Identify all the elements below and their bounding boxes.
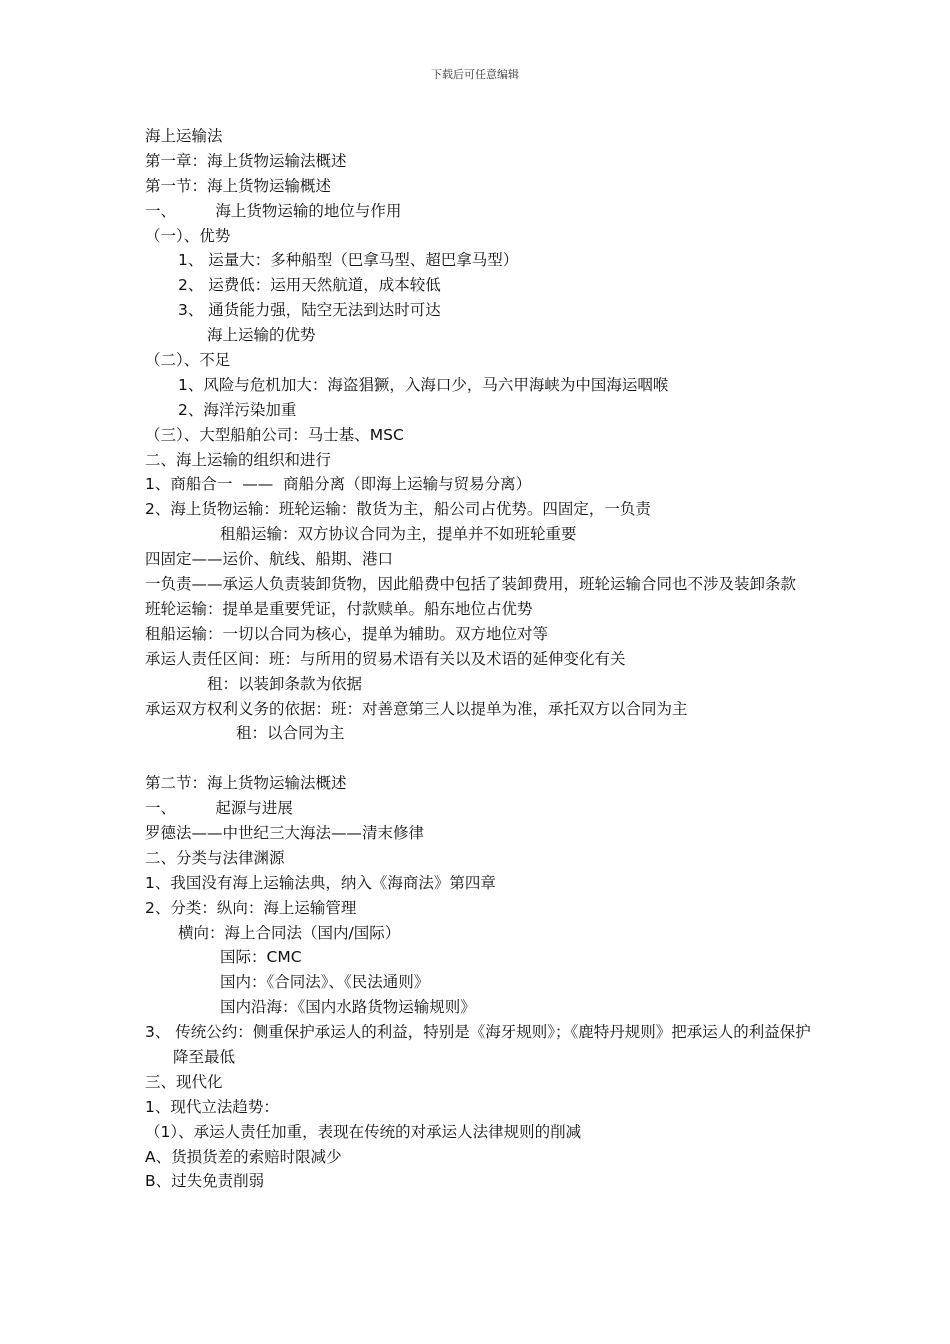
text-line: （三）、大型船舶公司：马士基、MSC <box>145 425 404 444</box>
list-item: 2、海洋污染加重 <box>178 400 297 419</box>
text-line: 租：以装卸条款为依据 <box>207 674 363 693</box>
page-header: 下载后可任意编辑 <box>431 68 519 81</box>
text-line: 1、商船合一 —— 商船分离（即海上运输与贸易分离） <box>145 475 532 494</box>
text-line: 租船运输：双方协议合同为主，提单并不如班轮重要 <box>220 525 577 544</box>
chapter-heading: 第一章：海上货物运输法概述 <box>145 151 347 170</box>
text-line: 四固定——运价、航线、船期、港口 <box>145 550 394 569</box>
blank-line <box>145 746 815 771</box>
text-line: （1）、承运人责任加重，表现在传统的对承运人法律规则的削减 <box>145 1122 582 1141</box>
text-line: 租：以合同为主 <box>236 724 345 743</box>
text-line: A、货损货差的索赔时限减少 <box>145 1147 342 1166</box>
text-line: 二、分类与法律渊源 <box>145 848 285 867</box>
text-line: 一、 海上货物运输的地位与作用 <box>145 201 402 220</box>
section-heading: 第二节：海上货物运输法概述 <box>145 774 347 793</box>
list-item: 3、 通货能力强，陆空无法到达时可达 <box>178 301 441 320</box>
text-line: 一、 起源与进展 <box>145 799 293 818</box>
text-line: 国际：CMC <box>220 948 302 967</box>
text-line: 2、海上货物运输：班轮运输：散货为主，船公司占优势。四固定，一负责 <box>145 500 651 519</box>
doc-title: 海上运输法 <box>145 127 223 145</box>
text-line: 国内沿海：《国内水路货物运输规则》 <box>220 998 476 1017</box>
text-line: 班轮运输：提单是重要凭证，付款赎单。船东地位占优势 <box>145 599 533 618</box>
text-line: 1、现代立法趋势： <box>145 1097 279 1116</box>
list-item: 2、 运费低：运用天然航道，成本较低 <box>178 276 441 295</box>
text-line: 一负责——承运人负责装卸货物，因此船费中包括了装卸费用，班轮运输合同也不涉及装卸条款 <box>145 575 797 594</box>
list-item: 3、 传统公约：侧重保护承运人的利益，特别是《海牙规则》；《鹿特丹规则》把承运人的利益保护降至最低 <box>145 1023 811 1066</box>
text-line: 承运人责任区间：班：与所用的贸易术语有关以及术语的延伸变化有关 <box>145 649 626 668</box>
text-line: 国内：《合同法》、《民法通则》 <box>220 973 430 992</box>
text-line: 三、现代化 <box>145 1072 223 1091</box>
text-line: 海上运输的优势 <box>207 326 316 345</box>
text-line: 二、海上运输的组织和进行 <box>145 450 332 469</box>
text-line: 罗德法——中世纪三大海法——清末修律 <box>145 823 425 842</box>
text-line: B、过失免责削弱 <box>145 1172 265 1191</box>
text-line: 1、我国没有海上运输法典，纳入《海商法》第四章 <box>145 873 496 892</box>
section-heading: 第一节：海上货物运输概述 <box>145 176 332 195</box>
text-line: 横向：海上合同法（国内/国际） <box>178 923 401 942</box>
text-line: （一）、优势 <box>145 226 231 245</box>
text-line: 2、分类：纵向：海上运输管理 <box>145 898 357 917</box>
document-body <box>145 124 815 1194</box>
text-line: （二）、不足 <box>145 351 231 370</box>
list-item: 1、 运量大：多种船型（巴拿马型、超巴拿马型） <box>178 251 519 270</box>
list-item: 1、风险与危机加大：海盗猖獗，入海口少，马六甲海峡为中国海运咽喉 <box>178 375 669 394</box>
text-line: 租船运输：一切以合同为核心，提单为辅助。双方地位对等 <box>145 624 549 643</box>
text-line: 承运双方权利义务的依据：班：对善意第三人以提单为准，承托双方以合同为主 <box>145 699 688 718</box>
